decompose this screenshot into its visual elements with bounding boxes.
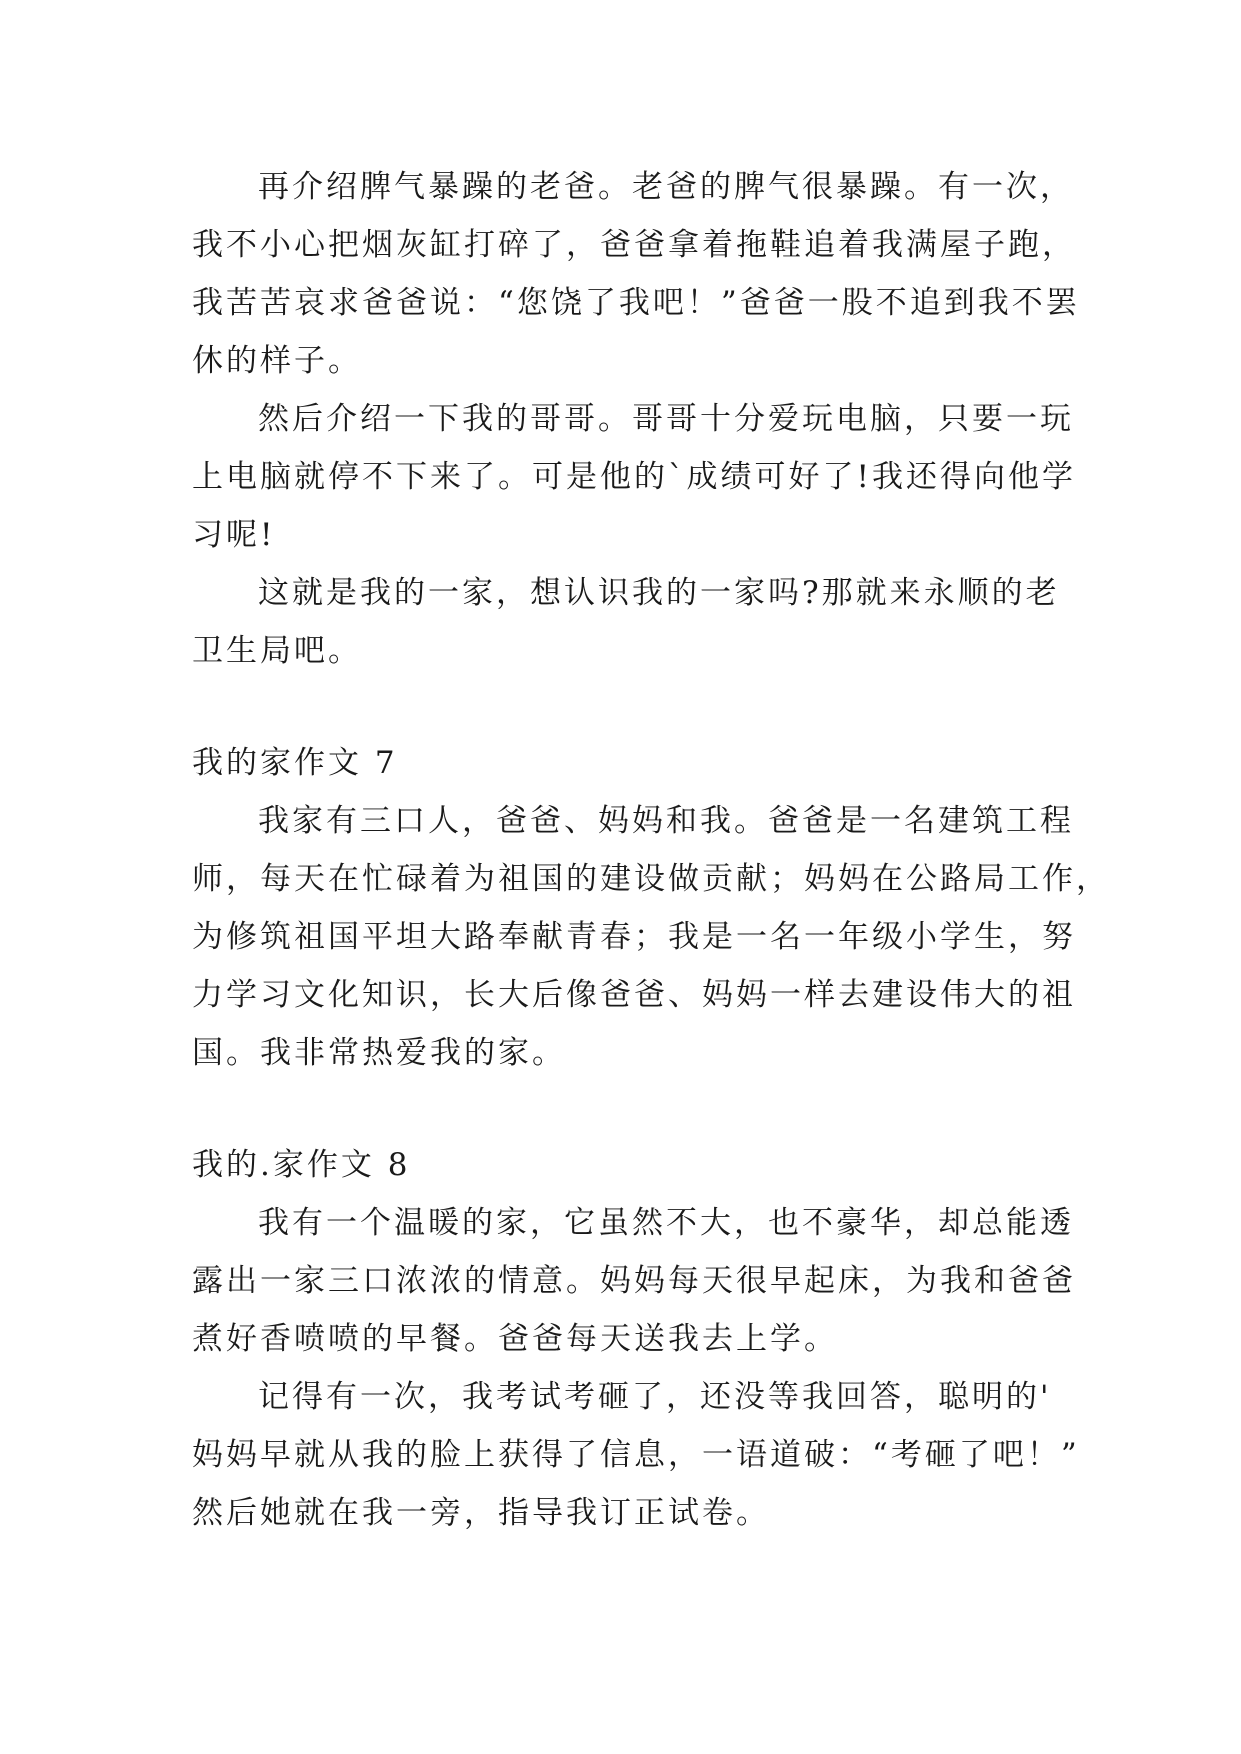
text-line: 再介绍脾气暴躁的老爸。老爸的脾气很暴躁。有一次， [258,169,1074,205]
paragraph-essay-7 [192,792,1110,1082]
text-line: 我苦苦哀求爸爸说：“您饶了我吧！”爸爸一股不追到我不罢 [192,285,1080,321]
text-line: 我不小心把烟灰缸打碎了，爸爸拿着拖鞋追着我满屋子跑， [192,227,1076,263]
text-line: 力学习文化知识，长大后像爸爸、妈妈一样去建设伟大的祖 [192,977,1076,1013]
paragraph-closing [192,564,1072,680]
text-line: 上电脑就停不下来了。可是他的`成绩可好了!我还得向他学 [192,459,1076,495]
text-line: 煮好香喷喷的早餐。爸爸每天送我去上学。 [192,1321,838,1357]
text-line: 国。我非常热爱我的家。 [192,1035,566,1071]
text-line: 休的样子。 [192,343,362,379]
text-line: 然后她就在我一旁，指导我订正试卷。 [192,1495,770,1531]
essay-title-8: 我的.家作文 8 [192,1147,411,1183]
document-body [192,158,1110,1542]
text-line: 我家有三口人，爸爸、妈妈和我。爸爸是一名建筑工程 [258,803,1074,839]
paragraph-essay-8 [192,1194,1076,1368]
text-line: 习呢! [192,517,276,553]
section-gap [192,680,1072,734]
paragraph-exam [192,1368,1080,1542]
text-line: 我有一个温暖的家，它虽然不大，也不豪华，却总能透 [258,1205,1074,1241]
paragraph-dad [192,158,1080,390]
paragraph-brother [192,390,1076,564]
text-line: 然后介绍一下我的哥哥。哥哥十分爱玩电脑，只要一玩 [258,401,1074,437]
text-line: 这就是我的一家，想认识我的一家吗?那就来永顺的老 [258,575,1060,611]
text-line: 妈妈早就从我的脸上获得了信息，一语道破：“考砸了吧！” [192,1437,1080,1473]
section-gap [192,1082,1072,1136]
essay-title-7: 我的家作文 7 [192,745,398,781]
text-line: 师，每天在忙碌着为祖国的建设做贡献；妈妈在公路局工作， [192,861,1110,897]
text-line: 为修筑祖国平坦大路奉献青春；我是一名一年级小学生，努 [192,919,1076,955]
text-line: 露出一家三口浓浓的情意。妈妈每天很早起床，为我和爸爸 [192,1263,1076,1299]
text-line: 卫生局吧。 [192,633,362,669]
text-line: 记得有一次，我考试考砸了，还没等我回答，聪明的' [258,1379,1052,1415]
